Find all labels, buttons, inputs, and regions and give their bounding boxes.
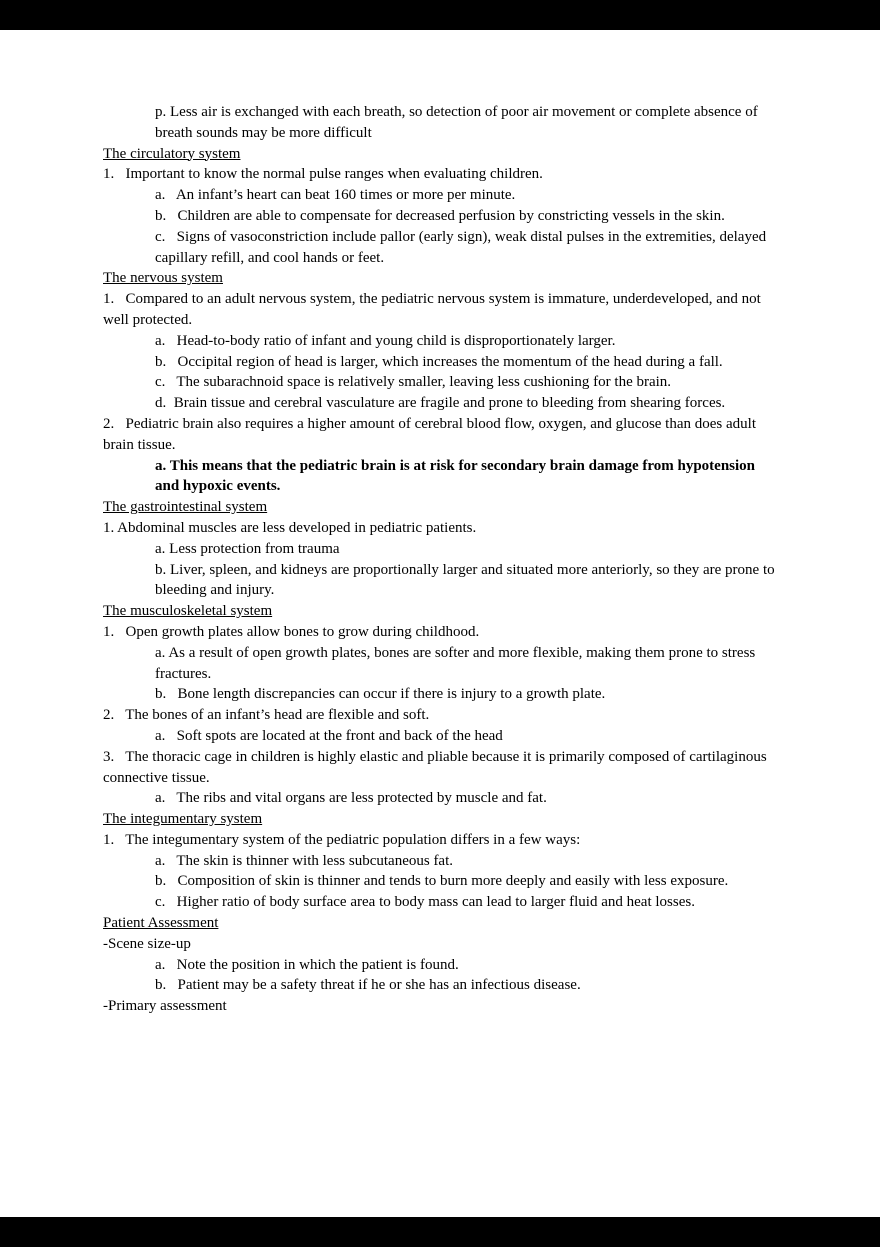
- doc-line-skin-thinner: a. The skin is thinner with less subcutaneous fat.: [155, 852, 454, 869]
- top-border-bar: [0, 0, 880, 30]
- doc-line-scene-size-up: -Scene size-up: [103, 935, 191, 952]
- heading-gastrointestinal-system: The gastrointestinal system: [103, 499, 268, 516]
- doc-line-growth-plates: 1. Open growth plates allow bones to grow during childhood.: [103, 623, 480, 640]
- doc-line-infant-head-bones: 2. The bones of an infant’s head are flexible and soft.: [103, 707, 430, 724]
- doc-line-infectious-disease: b. Patient may be a safety threat if he or she has an infectious disease.: [155, 977, 581, 994]
- doc-line-compensate-perfusion: b. Children are able to compensate for decreased perfusion by constricting vessels in the skin.: [155, 207, 725, 224]
- doc-line-bone-length: b. Bone length discrepancies can occur if there is injury to a growth plate.: [155, 686, 606, 703]
- doc-line-ribs-vital-organs: a. The ribs and vital organs are less protected by muscle and fat.: [155, 790, 547, 807]
- doc-line-brain-tissue: d. Brain tissue and cerebral vasculature are fragile and prone to bleeding from shearing forces.: [155, 395, 726, 412]
- doc-line-infant-heart: a. An infant’s heart can beat 160 times or more per minute.: [155, 187, 516, 204]
- doc-line-abdominal-muscles: 1. Abdominal muscles are less developed in pediatric patients.: [103, 519, 477, 536]
- doc-line-cerebral-blood-flow: 2. Pediatric brain also requires a higher amount of cerebral blood flow, oxygen, and glucose than does adult brain tissue.: [103, 415, 760, 453]
- doc-line-vasoconstriction: c. Signs of vasoconstriction include pallor (early sign), weak distal pulses in the extremities, delayed capillary refill, and cool hands or feet.: [155, 228, 770, 266]
- document-page: [103, 102, 779, 1017]
- doc-line-surface-area-ratio: c. Higher ratio of body surface area to body mass can lead to larger fluid and heat losses.: [155, 894, 695, 911]
- doc-line-occipital: b. Occipital region of head is larger, which increases the momentum of the head during a fall.: [155, 353, 723, 370]
- heading-circulatory-system: The circulatory system: [103, 145, 241, 162]
- doc-line-soft-spots: a. Soft spots are located at the front and back of the head: [155, 727, 503, 744]
- heading-nervous-system: The nervous system: [103, 270, 223, 287]
- bottom-border-bar: [0, 1217, 880, 1247]
- doc-line-primary-assessment: -Primary assessment: [103, 998, 227, 1015]
- heading-musculoskeletal-system: The musculoskeletal system: [103, 603, 273, 620]
- doc-line-immature-nervous: 1. Compared to an adult nervous system, the pediatric nervous system is immature, underdeveloped, and not well protected.: [103, 291, 765, 328]
- doc-line-liver-spleen: b. Liver, spleen, and kidneys are proportionally larger and situated more anteriorly, so they are prone to bleeding and injury.: [155, 561, 779, 599]
- doc-line-subarachnoid: c. The subarachnoid space is relatively smaller, leaving less cushioning for the brain.: [155, 374, 672, 391]
- doc-line-patient-position: a. Note the position in which the patient is found.: [155, 956, 459, 973]
- doc-line-secondary-brain-damage: a. This means that the pediatric brain is at risk for secondary brain damage from hypotension and hypoxic events.: [155, 457, 759, 495]
- heading-patient-assessment: Patient Assessment: [103, 915, 219, 932]
- doc-line-head-to-body: a. Head-to-body ratio of infant and young child is disproportionately larger.: [155, 332, 616, 349]
- doc-line-skin-burn: b. Composition of skin is thinner and tends to burn more deeply and easily with less exposure.: [155, 873, 729, 890]
- doc-line-stress-fractures: a. As a result of open growth plates, bones are softer and more flexible, making them prone to stress fractures.: [155, 644, 760, 682]
- doc-line-integumentary-differs: 1. The integumentary system of the pediatric population differs in a few ways:: [103, 831, 581, 848]
- doc-line-less-protection: a. Less protection from trauma: [155, 540, 340, 557]
- doc-line-pulse-ranges: 1. Important to know the normal pulse ranges when evaluating children.: [103, 166, 543, 183]
- heading-integumentary-system: The integumentary system: [103, 811, 263, 828]
- doc-line-less-air: p. Less air is exchanged with each breath, so detection of poor air movement or complete absence of breath sounds may be more difficult: [155, 104, 762, 141]
- doc-line-thoracic-cage: 3. The thoracic cage in children is highly elastic and pliable because it is primarily composed of cartilaginous connective tissue.: [103, 748, 771, 786]
